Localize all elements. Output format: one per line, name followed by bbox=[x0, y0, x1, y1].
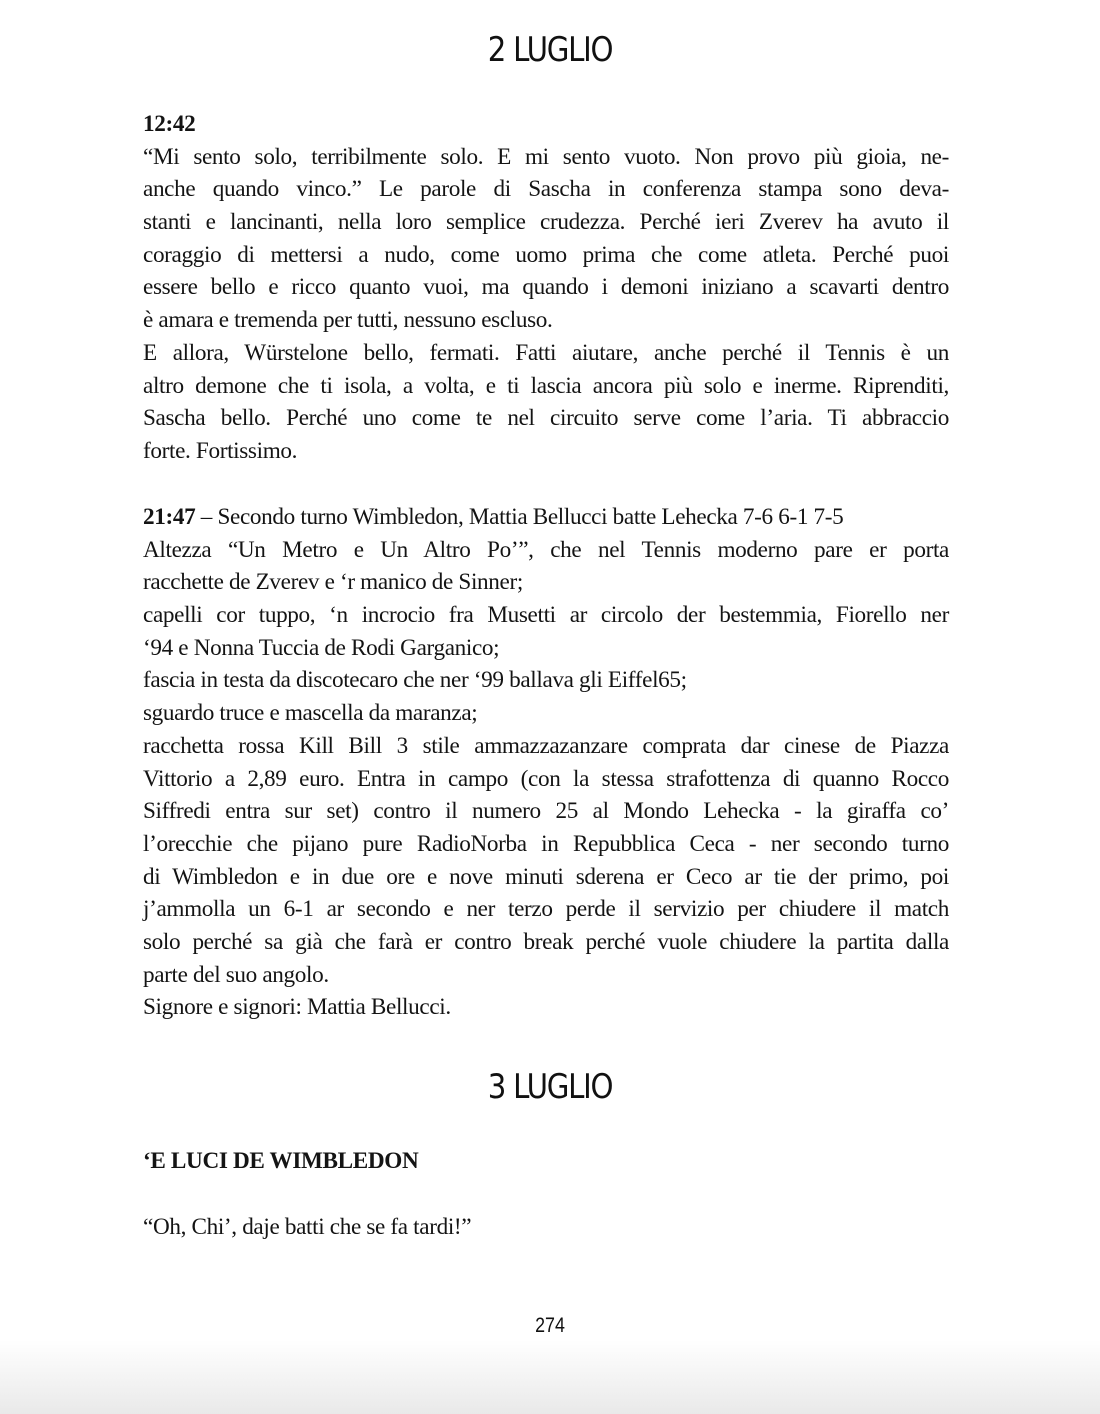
paragraph-line: Altezza “Un Metro e Un Altro Po’”, che nel Tennis moderno pare er porta bbox=[143, 536, 949, 563]
opening-quote: “Oh, Chi’, daje batti che se fa tardi!” bbox=[143, 1214, 472, 1240]
paragraph-line: solo perché sa già che farà er contro break perché vuole chiudere la partita dalla bbox=[143, 928, 949, 955]
entry-time: 12:42 bbox=[143, 111, 196, 137]
opening-quote-block bbox=[143, 1211, 949, 1244]
paragraph-line: racchette de Zverev e ‘r manico de Sinner; bbox=[143, 569, 523, 596]
paragraph-line: Sascha bello. Perché uno come te nel circuito serve come l’aria. Ti abbraccio bbox=[143, 405, 949, 432]
entry-title-line bbox=[143, 501, 949, 534]
paragraph-line: sguardo truce e mascella da maranza; bbox=[143, 700, 478, 727]
paragraph-line: di Wimbledon e in due ore e nove minuti sderena er Ceco ar tie der primo, poi bbox=[143, 863, 949, 890]
paragraph-line: coraggio di mettersi a nudo, come uomo prima che come atleta. Perché puoi bbox=[143, 241, 949, 268]
paragraph-line: fascia in testa da discotecaro che ner ‘99 ballava gli Eiffel65; bbox=[143, 667, 687, 694]
entry-21-47 bbox=[143, 501, 949, 1024]
paragraph-line: E allora, Würstelone bello, fermati. Fatti aiutare, anche perché il Tennis è un bbox=[143, 339, 949, 366]
paragraph-line: “Mi sento solo, terribilmente solo. E mi sento vuoto. Non provo più gioia, ne- bbox=[143, 143, 949, 170]
paragraph-line: capelli cor tuppo, ‘n incrocio fra Musetti ar circolo der bestemmia, Fiorello ner bbox=[143, 602, 949, 629]
paragraph-line: Siffredi entra sur set) contro il numero 25 al Mondo Lehecka - la giraffa co’ bbox=[143, 798, 949, 825]
paragraph-line: racchetta rossa Kill Bill 3 stile ammazzazanzare comprata dar cinese de Piazza bbox=[143, 732, 949, 759]
paragraph-line: altro demone che ti isola, a volta, e ti lascia ancora più solo e inerme. Riprenditi, bbox=[143, 372, 949, 399]
entry-12-42 bbox=[143, 108, 949, 468]
paragraph-line: j’ammolla un 6-1 ar secondo e ner terzo perde il servizio per chiudere il match bbox=[143, 896, 949, 923]
paragraph-line: ‘94 e Nonna Tuccia de Rodi Garganico; bbox=[143, 634, 500, 661]
paragraph-line: è amara e tremenda per tutti, nessuno escluso. bbox=[143, 307, 553, 334]
paragraph-line: essere bello e ricco quanto vuoi, ma quando i demoni iniziano a scavarti dentro bbox=[143, 274, 949, 301]
paragraph-line: l’orecchie che pijano pure RadioNorba in Repubblica Ceca - ner secondo turno bbox=[143, 830, 949, 857]
paragraph-line: anche quando vinco.” Le parole di Sascha in conferenza stampa sono deva- bbox=[143, 176, 949, 203]
entry-title: – Secondo turno Wimbledon, Mattia Bellucci batte Lehecka 7-6 6-1 7-5 bbox=[195, 504, 844, 530]
paragraph-line: parte del suo angolo. bbox=[143, 961, 329, 988]
chapter-heading-2-luglio: 2 LUGLIO bbox=[487, 30, 613, 70]
page-number: 274 bbox=[535, 1314, 565, 1337]
paragraph-line: Vittorio a 2,89 euro. Entra in campo (con la stessa strafottenza di quanno Rocco bbox=[143, 765, 949, 792]
section-subtitle: ‘E LUCI DE WIMBLEDON bbox=[143, 1148, 419, 1174]
section-subtitle-block bbox=[143, 1145, 949, 1178]
paragraph-line: stanti e lancinanti, nella loro semplice crudezza. Perché ieri Zverev ha avuto il bbox=[143, 209, 949, 236]
paragraph-line: forte. Fortissimo. bbox=[143, 437, 298, 464]
chapter-heading-3-luglio: 3 LUGLIO bbox=[487, 1067, 613, 1107]
entry-time: 21:47 bbox=[143, 504, 196, 530]
paragraph-line: Signore e signori: Mattia Bellucci. bbox=[143, 994, 451, 1021]
